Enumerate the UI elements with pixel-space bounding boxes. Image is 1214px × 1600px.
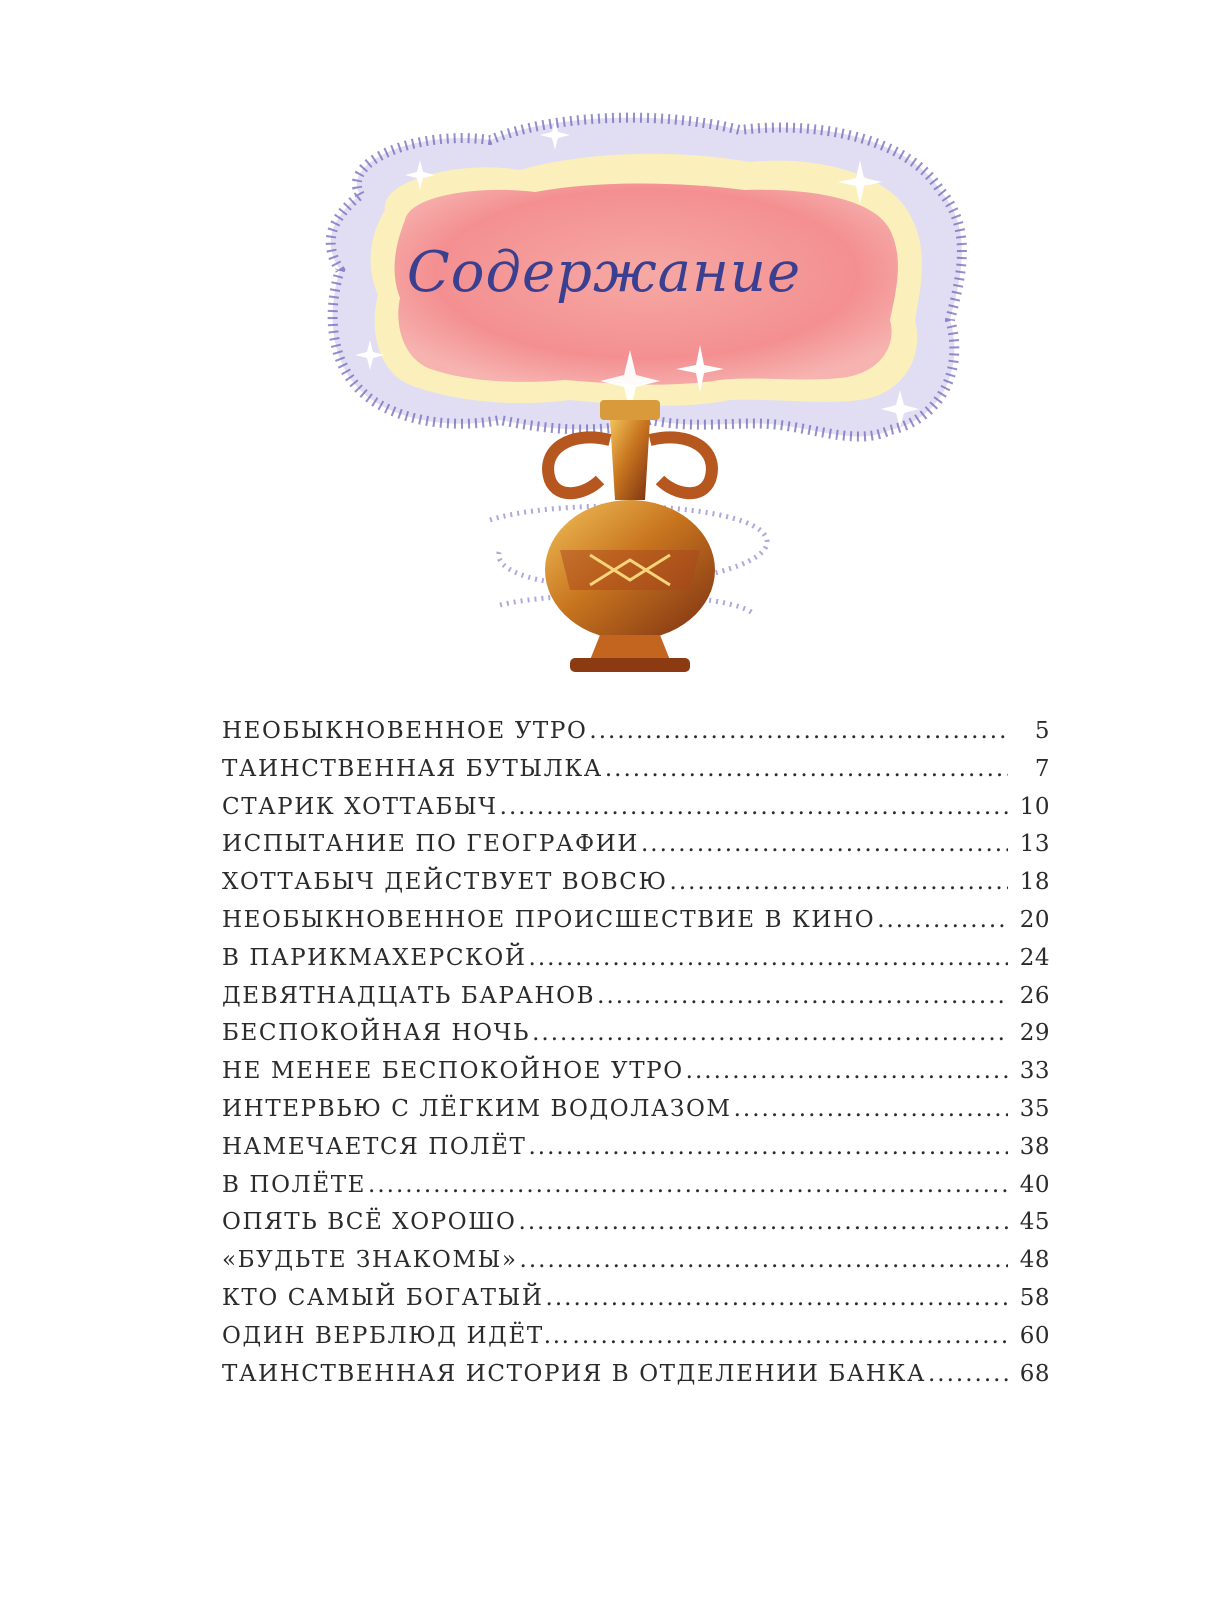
toc-leader-dots bbox=[877, 907, 1008, 933]
toc-entry bbox=[222, 794, 1050, 832]
toc-leader-dots bbox=[520, 1247, 1008, 1273]
toc-page-number: 18 bbox=[1019, 869, 1050, 896]
toc-page-number: 48 bbox=[1019, 1247, 1050, 1274]
toc-page-number: 68 bbox=[1019, 1360, 1050, 1387]
toc-page-number: 35 bbox=[1019, 1095, 1050, 1122]
toc-page-number: 26 bbox=[1019, 982, 1050, 1009]
toc-leader-dots bbox=[519, 1209, 1008, 1235]
toc-leader-dots bbox=[573, 1323, 1008, 1349]
toc-page-number: 60 bbox=[1019, 1322, 1050, 1349]
toc-entry bbox=[222, 907, 1050, 945]
toc-page-number: 58 bbox=[1019, 1284, 1050, 1311]
toc-entry bbox=[222, 1209, 1050, 1247]
toc-page-number: 40 bbox=[1019, 1171, 1050, 1198]
toc-leader-dots bbox=[589, 718, 1008, 744]
toc-leader-dots bbox=[734, 1096, 1008, 1122]
toc-entry bbox=[222, 869, 1050, 907]
toc-leader-dots bbox=[528, 1134, 1008, 1160]
toc-page-number: 45 bbox=[1019, 1209, 1050, 1236]
toc-entry bbox=[222, 831, 1050, 869]
toc-entry-title: НЕОБЫКНОВЕННОЕ ПРОИСШЕСТВИЕ В КИНО bbox=[222, 906, 876, 933]
toc-entry bbox=[222, 1172, 1050, 1210]
toc-entry bbox=[222, 945, 1050, 983]
toc-entry-title: «БУДЬТЕ ЗНАКОМЫ» bbox=[222, 1247, 518, 1274]
toc-entry-title: СТАРИК ХОТТАБЫЧ bbox=[222, 793, 498, 820]
toc-page-number: 24 bbox=[1019, 944, 1050, 971]
toc-page-number: 20 bbox=[1019, 906, 1050, 933]
toc-entry bbox=[222, 718, 1050, 756]
toc-page-number: 33 bbox=[1019, 1058, 1050, 1085]
toc-entry-title: КТО САМЫЙ БОГАТЫЙ bbox=[222, 1284, 544, 1311]
toc-leader-dots bbox=[532, 1020, 1008, 1046]
toc-entry-title: ОПЯТЬ ВСЁ ХОРОШО bbox=[222, 1209, 517, 1236]
toc-leader-dots bbox=[641, 831, 1008, 857]
toc-leader-dots bbox=[529, 945, 1008, 971]
genie-cloud-illustration bbox=[300, 100, 980, 700]
toc-page-number: 5 bbox=[1034, 718, 1050, 744]
toc-entry bbox=[222, 1361, 1050, 1399]
toc-entry-title: БЕСПОКОЙНАЯ НОЧЬ bbox=[222, 1020, 531, 1047]
toc-entry bbox=[222, 1134, 1050, 1172]
toc-page-number: 38 bbox=[1019, 1133, 1050, 1160]
toc-page-number: 13 bbox=[1019, 831, 1050, 858]
toc-entry-title: ОДИН ВЕРБЛЮД ИДЁТ... bbox=[222, 1322, 571, 1349]
toc-entry-title: ДЕВЯТНАДЦАТЬ БАРАНОВ bbox=[222, 982, 596, 1009]
toc-entry-title: НЕОБЫКНОВЕННОЕ УТРО bbox=[222, 718, 588, 744]
toc-entry-title: ИСПЫТАНИЕ ПО ГЕОГРАФИИ bbox=[222, 831, 639, 858]
toc-leader-dots bbox=[368, 1172, 1008, 1198]
toc-entry bbox=[222, 1285, 1050, 1323]
toc-leader-dots bbox=[597, 983, 1008, 1009]
toc-entry bbox=[222, 1096, 1050, 1134]
toc-leader-dots bbox=[928, 1361, 1008, 1387]
toc-entry bbox=[222, 756, 1050, 794]
toc-leader-dots bbox=[670, 869, 1008, 895]
toc-entry-title: НАМЕЧАЕТСЯ ПОЛЁТ bbox=[222, 1133, 527, 1160]
toc-entry-title: НЕ МЕНЕЕ БЕСПОКОЙНОЕ УТРО bbox=[222, 1058, 684, 1085]
toc-entry-title: ИНТЕРВЬЮ С ЛЁГКИМ ВОДОЛАЗОМ bbox=[222, 1095, 732, 1122]
page-title: Содержание bbox=[406, 240, 802, 305]
toc-entry-title: ХОТТАБЫЧ ДЕЙСТВУЕТ ВОВСЮ bbox=[222, 869, 668, 896]
toc-entry bbox=[222, 1058, 1050, 1096]
toc-leader-dots bbox=[686, 1058, 1008, 1084]
toc-page-number: 7 bbox=[1034, 755, 1050, 782]
toc-entry bbox=[222, 1247, 1050, 1285]
magic-vase bbox=[545, 400, 715, 672]
toc-entry-title: В ПОЛЁТЕ bbox=[222, 1171, 367, 1198]
toc-page-number: 29 bbox=[1019, 1020, 1050, 1047]
toc-entry bbox=[222, 1020, 1050, 1058]
toc-entry bbox=[222, 983, 1050, 1021]
toc-entry-title: В ПАРИКМАХЕРСКОЙ bbox=[222, 944, 527, 971]
toc-entry-title: ТАИНСТВЕННАЯ БУТЫЛКА bbox=[222, 755, 603, 782]
toc-leader-dots bbox=[500, 794, 1008, 820]
toc-entry bbox=[222, 1323, 1050, 1361]
toc-entry-title: ТАИНСТВЕННАЯ ИСТОРИЯ В ОТДЕЛЕНИИ БАНКА bbox=[222, 1360, 926, 1387]
toc-page-number: 10 bbox=[1019, 793, 1050, 820]
toc-leader-dots bbox=[546, 1285, 1008, 1311]
table-of-contents bbox=[222, 718, 1050, 1398]
toc-leader-dots bbox=[605, 756, 1008, 782]
